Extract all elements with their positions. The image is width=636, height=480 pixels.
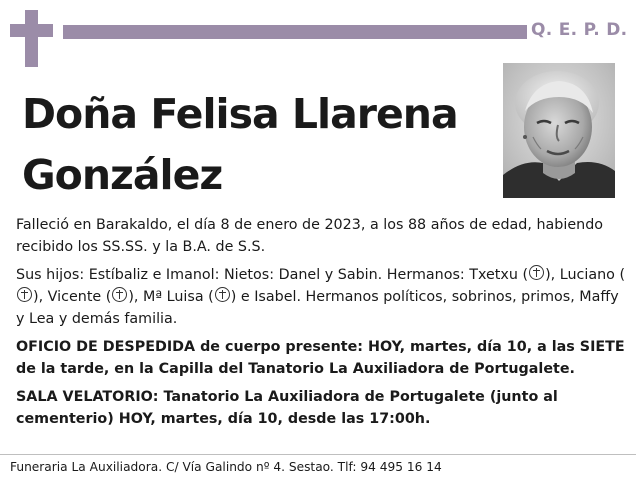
death-details: Falleció en Barakaldo, el día 8 de enero de 2023, a los 88 años de edad, habiendo recibido los SS.SS. y la B.A. de S.S. xyxy=(16,217,604,255)
family-text-2: ), Luciano ( xyxy=(545,267,626,283)
family-list xyxy=(16,264,628,330)
family-text-1: Sus hijos: Estíbaliz e Imanol: Nietos: Danel y Sabin. Hermanos: Txetxu ( xyxy=(16,267,529,283)
funeral-home-footer: Funeraria La Auxiliadora. C/ Vía Galindo nº 4. Sestao. Tlf: 94 495 16 14 xyxy=(10,460,442,474)
cross-icon-vertical xyxy=(25,10,38,67)
portrait-illustration xyxy=(503,63,615,198)
cross-icon-horizontal xyxy=(10,24,53,37)
family-text-4: ), Mª Luisa ( xyxy=(128,289,214,305)
family-text-5: ) e Isabel. Hermanos políticos, sobrinos, primos, Maffy y Lea y demás familia. xyxy=(16,289,619,327)
deceased-cross-icon xyxy=(17,287,32,302)
portrait-photo xyxy=(503,63,615,198)
deceased-cross-icon xyxy=(215,287,230,302)
footer-divider xyxy=(0,454,636,455)
deceased-name xyxy=(22,84,492,206)
deceased-cross-icon xyxy=(112,287,127,302)
header-band xyxy=(63,25,527,39)
deceased-name-line2: González xyxy=(22,151,223,199)
funeral-service-details: OFICIO DE DESPEDIDA de cuerpo presente: HOY, martes, día 10, a las SIETE de la tarde, en la Capilla del Tanatorio La Auxiliadora de Portugalete. xyxy=(16,339,625,377)
notice-body xyxy=(16,214,628,436)
qepd-label: Q. E. P. D. xyxy=(531,20,628,40)
family-text-3: ), Vicente ( xyxy=(33,289,112,305)
deceased-name-line1: Doña Felisa Llarena xyxy=(22,90,458,138)
deceased-cross-icon xyxy=(529,265,544,280)
wake-room-details: SALA VELATORIO: Tanatorio La Auxiliadora de Portugalete (junto al cementerio) HOY, martes, día 10, desde las 17:00h. xyxy=(16,389,558,427)
